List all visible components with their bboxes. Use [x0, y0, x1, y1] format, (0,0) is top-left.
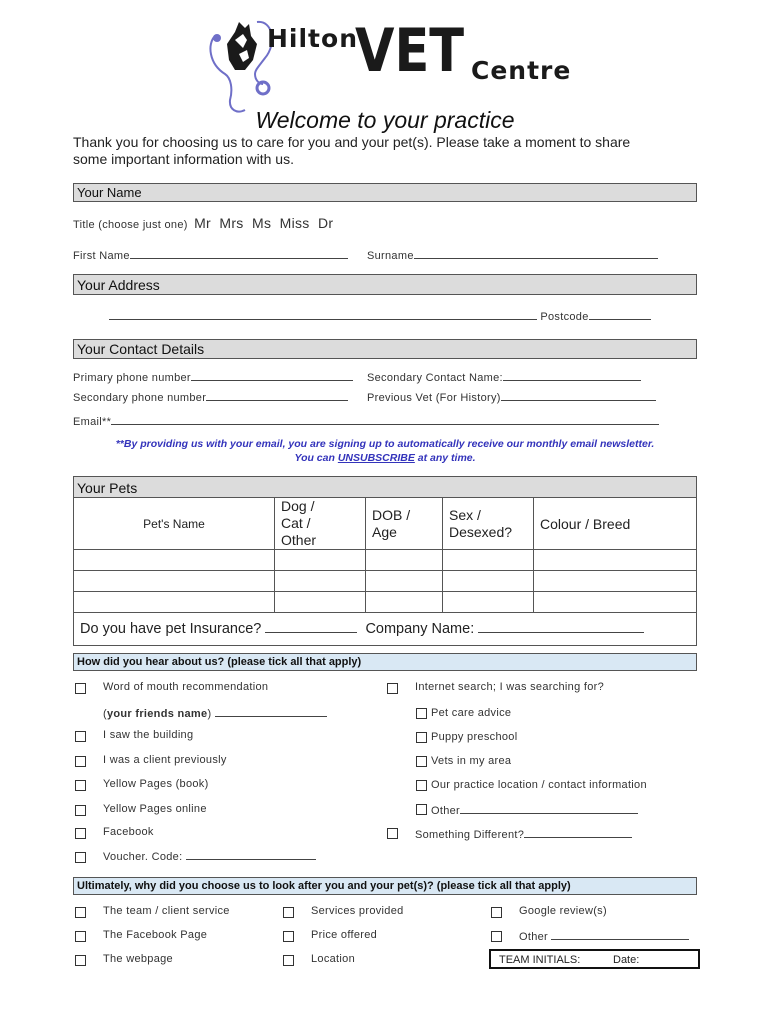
- checkbox-location[interactable]: [283, 955, 294, 966]
- brand-hilton: Hilton: [267, 24, 358, 53]
- section-how-heard: How did you hear about us? (please tick all that apply): [73, 653, 697, 671]
- brand-vet: VET: [355, 16, 465, 86]
- checkbox-google[interactable]: [491, 907, 502, 918]
- pet-sex-cell[interactable]: [443, 592, 534, 613]
- secondary-contact-field[interactable]: [367, 370, 641, 384]
- section-your-address: Your Address: [73, 274, 697, 295]
- friends-name-field[interactable]: (your friends name): [103, 706, 327, 720]
- insurance-row: [74, 613, 697, 646]
- word-of-mouth-label: Word of mouth recommendation: [103, 681, 269, 693]
- notice-you-can: You can: [294, 452, 338, 464]
- facebook-label: Facebook: [103, 826, 154, 838]
- internet-search-label: Internet search; I was searching for?: [415, 681, 605, 693]
- notice-any-time: at any time.: [414, 452, 476, 464]
- secondary-phone-line[interactable]: [206, 390, 348, 401]
- postcode-line[interactable]: [589, 309, 651, 320]
- postcode-label: Postcode: [540, 311, 589, 323]
- notice-line-1: **By providing us with your email, you are signing up to automatically receive our monthly email newsletter.: [115, 438, 655, 450]
- pet-name-cell[interactable]: [74, 571, 275, 592]
- brand-centre: Centre: [471, 56, 572, 85]
- vets-area-label: Vets in my area: [431, 755, 512, 767]
- practice-location-label: Our practice location / contact information: [431, 779, 647, 791]
- other-source-field[interactable]: [431, 803, 638, 817]
- table-row: [74, 592, 697, 613]
- insurance-cell: [74, 613, 697, 646]
- checkbox-services[interactable]: [283, 907, 294, 918]
- voucher-label: Voucher. Code:: [103, 851, 183, 863]
- col-type-line-3: Other: [281, 532, 317, 548]
- col-type-line-1: Dog /: [281, 498, 315, 514]
- insurance-line[interactable]: [265, 622, 357, 633]
- col-sex-line-1: Sex /: [449, 506, 481, 523]
- pet-breed-cell[interactable]: [534, 592, 697, 613]
- logo: [205, 14, 575, 114]
- surname-label: Surname: [367, 250, 414, 262]
- intro-line-1: Thank you for choosing us to care for you and your pet(s). Please take a moment to share: [73, 134, 631, 150]
- email-label: Email**: [73, 416, 112, 428]
- pet-sex-cell[interactable]: [443, 550, 534, 571]
- pet-name-cell[interactable]: [74, 550, 275, 571]
- checkbox-facebook[interactable]: [75, 828, 86, 839]
- date-label: Date:: [613, 954, 640, 966]
- col-sex-line-2: Desexed?: [449, 523, 513, 540]
- pet-type-cell[interactable]: [275, 592, 366, 613]
- checkbox-yellow-online[interactable]: [75, 805, 86, 816]
- checkbox-client-previously[interactable]: [75, 756, 86, 767]
- checkbox-webpage[interactable]: [75, 955, 86, 966]
- email-line[interactable]: [111, 414, 659, 425]
- previous-vet-label: Previous Vet (For History): [367, 392, 501, 404]
- col-breed: Colour / Breed: [534, 498, 697, 550]
- other-reason-label: Other: [519, 931, 549, 943]
- puppy-preschool-label: Puppy preschool: [431, 731, 518, 743]
- pet-breed-cell[interactable]: [534, 571, 697, 592]
- checkbox-price[interactable]: [283, 931, 294, 942]
- pet-dob-cell[interactable]: [366, 571, 443, 592]
- pets-table-header: [74, 498, 697, 550]
- team-label: The team / client service: [103, 905, 230, 917]
- checkbox-team[interactable]: [75, 907, 86, 918]
- pet-type-cell[interactable]: [275, 571, 366, 592]
- saw-building-label: I saw the building: [103, 729, 194, 741]
- title-options[interactable]: Mr Mrs Ms Miss Dr: [194, 215, 334, 231]
- col-type: [275, 498, 366, 550]
- other-reason-field[interactable]: [519, 929, 689, 943]
- surname-line[interactable]: [414, 248, 658, 259]
- notice-line-2: [0, 451, 770, 465]
- friends-name-line[interactable]: [215, 706, 327, 717]
- secondary-contact-line[interactable]: [503, 370, 641, 381]
- voucher-field[interactable]: [103, 849, 316, 863]
- col-type-line-2: Cat /: [281, 515, 311, 531]
- checkbox-internet-search[interactable]: [387, 683, 398, 694]
- checkbox-word-of-mouth[interactable]: [75, 683, 86, 694]
- first-name-line[interactable]: [130, 248, 348, 259]
- page-title: Welcome to your practice: [255, 107, 515, 133]
- friends-name-label: your friends name: [106, 708, 208, 720]
- section-your-name: Your Name: [73, 183, 697, 202]
- insurance-label: Do you have pet Insurance?: [80, 621, 262, 637]
- table-row: [74, 550, 697, 571]
- pet-dob-cell[interactable]: [366, 592, 443, 613]
- section-contact-details: Your Contact Details: [73, 339, 697, 359]
- first-name-label: First Name: [73, 250, 130, 262]
- checkbox-other-source[interactable]: [416, 804, 427, 815]
- yellow-book-label: Yellow Pages (book): [103, 778, 209, 790]
- checkbox-yellow-book[interactable]: [75, 780, 86, 791]
- secondary-phone-field[interactable]: [73, 390, 348, 404]
- pet-name-cell[interactable]: [74, 592, 275, 613]
- previous-vet-line[interactable]: [501, 390, 656, 401]
- webpage-label: The webpage: [103, 953, 173, 965]
- address-line[interactable]: [109, 309, 537, 320]
- pet-type-cell[interactable]: [275, 550, 366, 571]
- checkbox-puppy-preschool[interactable]: [416, 732, 427, 743]
- checkbox-practice-location[interactable]: [416, 780, 427, 791]
- company-label: Company Name:: [365, 621, 475, 637]
- section-your-pets: Your Pets: [73, 476, 697, 498]
- primary-phone-field[interactable]: [73, 370, 353, 384]
- checkbox-voucher[interactable]: [75, 852, 86, 863]
- first-name-field[interactable]: [73, 248, 348, 262]
- other-reason-line[interactable]: [551, 929, 689, 940]
- pets-table: [73, 497, 697, 646]
- facebook-page-label: The Facebook Page: [103, 929, 208, 941]
- col-dob-line-2: Age: [372, 523, 397, 540]
- checkbox-other-reason[interactable]: [491, 931, 502, 942]
- office-use-box: [489, 949, 700, 969]
- col-sex: [443, 498, 534, 550]
- primary-phone-line[interactable]: [191, 370, 353, 381]
- surname-field[interactable]: [367, 248, 658, 262]
- yellow-online-label: Yellow Pages online: [103, 803, 207, 815]
- unsubscribe-link[interactable]: UNSUBSCRIBE: [337, 452, 415, 464]
- company-line[interactable]: [478, 622, 644, 633]
- intro-line-2: some important information with us.: [73, 151, 294, 167]
- email-field[interactable]: [73, 414, 659, 428]
- voucher-line[interactable]: [186, 849, 316, 860]
- checkbox-facebook-page[interactable]: [75, 931, 86, 942]
- title-label: Title (choose just one): [73, 219, 188, 231]
- primary-phone-label: Primary phone number: [73, 372, 191, 384]
- google-label: Google review(s): [519, 905, 607, 917]
- pet-dob-cell[interactable]: [366, 550, 443, 571]
- something-different-line[interactable]: [524, 827, 632, 838]
- team-initials-label: TEAM INITIALS:: [499, 954, 581, 966]
- col-dob: [366, 498, 443, 550]
- other-source-line[interactable]: [460, 803, 638, 814]
- secondary-phone-label: Secondary phone number: [73, 392, 207, 404]
- location-label: Location: [311, 953, 355, 965]
- services-label: Services provided: [311, 905, 404, 917]
- address-field[interactable]: [109, 309, 651, 323]
- title-choice[interactable]: [73, 215, 333, 231]
- pet-breed-cell[interactable]: [534, 550, 697, 571]
- other-source-label: Other: [431, 805, 461, 817]
- something-different-field[interactable]: [415, 827, 632, 841]
- pet-sex-cell[interactable]: [443, 571, 534, 592]
- checkbox-vets-area[interactable]: [416, 756, 427, 767]
- client-previously-label: I was a client previously: [103, 754, 227, 766]
- checkbox-saw-building[interactable]: [75, 731, 86, 742]
- intro-text: [73, 134, 630, 168]
- section-why-choose: Ultimately, why did you choose us to look after you and your pet(s)? (please tick all that apply): [73, 877, 697, 895]
- table-row: [74, 571, 697, 592]
- price-label: Price offered: [311, 929, 378, 941]
- checkbox-something-different[interactable]: [387, 828, 398, 839]
- col-pet-name: Pet's Name: [74, 498, 275, 550]
- something-different-label: Something Different?: [415, 829, 525, 841]
- pet-care-label: Pet care advice: [431, 707, 512, 719]
- secondary-contact-label: Secondary Contact Name:: [367, 372, 503, 384]
- col-dob-line-1: DOB /: [372, 506, 411, 523]
- checkbox-pet-care[interactable]: [416, 708, 427, 719]
- newsletter-notice: [0, 437, 770, 465]
- previous-vet-field[interactable]: [367, 390, 656, 404]
